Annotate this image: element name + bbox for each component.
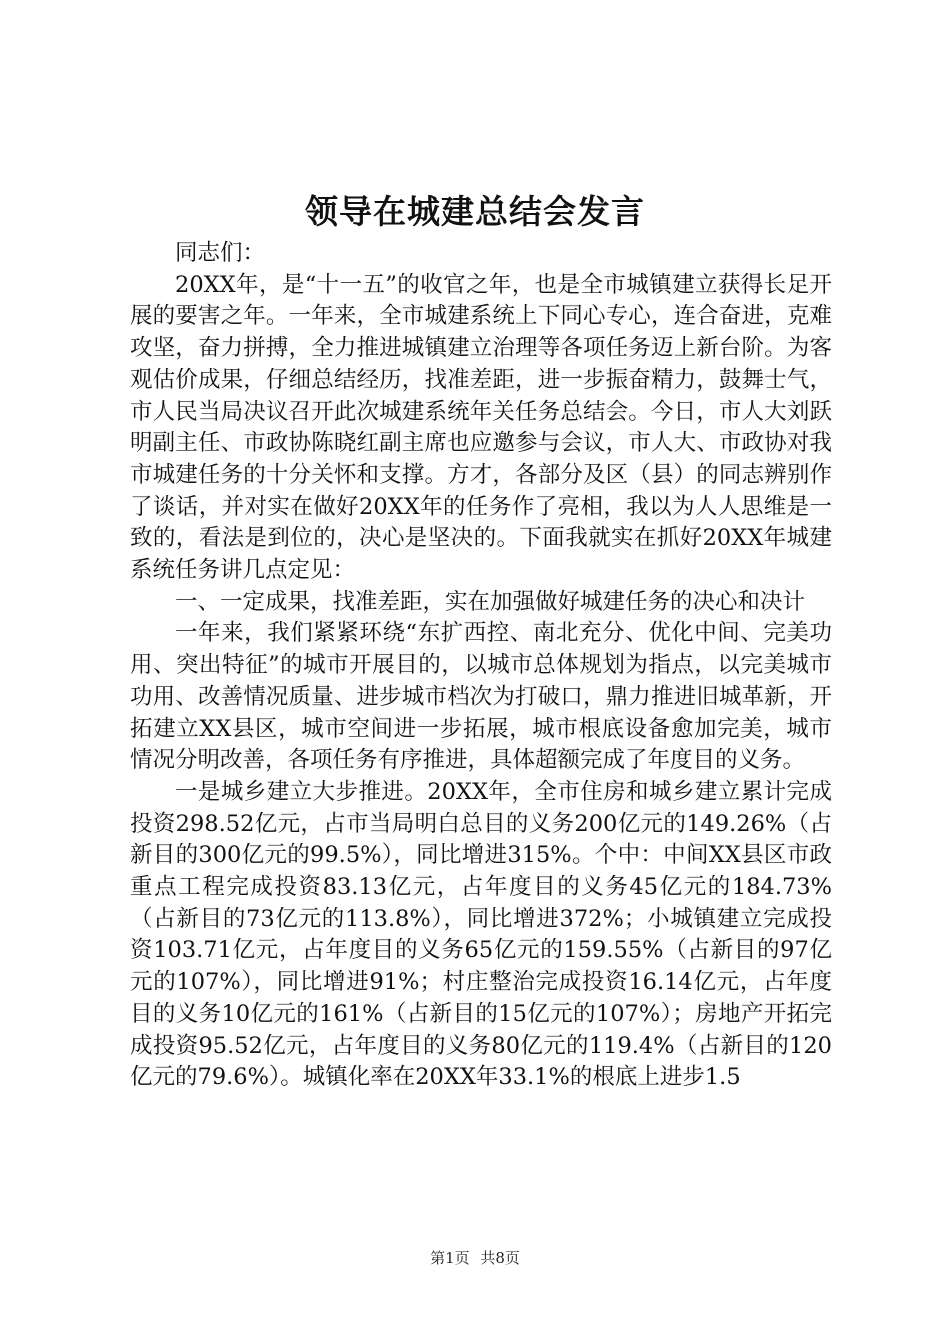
body-paragraph: 20XX年，是“十一五”的收官之年，也是全市城镇建立获得长足开展的要害之年。一年来，全市城建系统上下同心专心，连合奋进，克难攻坚，奋力拼搏，全力推进城镇建立治理等各项任务迈上新台阶。为客观估价成果，仔细总结经历，找准差距，进一步振奋精力，鼓舞士气，市人民当局决议召开此次城建系统年关任务总结会。今日，市人大刘跃明副主任、市政协陈晓红副主席也应邀参与会议，市人大、市政协对我市城建任务的十分关怀和支撑。方才，各部分及区（县）的同志辨别作了谈话，并对实在做好20XX年的任务作了亮相，我以为人人思维是一致的，看法是到位的，决心是坚决的。下面我就实在抓好20XX年城建系统任务讲几点定见： xyxy=(130,271,832,584)
document-title: 领导在城建总结会发言 xyxy=(305,192,645,231)
section-heading: 一、一定成果，找准差距，实在加强做好城建任务的决心和决计 xyxy=(175,588,806,615)
body-paragraph: 一年来，我们紧紧环绕“东扩西控、南北充分、优化中间、完美功用、突出特征”的城市开展目的，以城市总体规划为指点，以完美城市功用、改善情况质量、进步城市档次为打破口，鼎力推进旧城革新，开拓建立XX县区，城市空间进一步拓展，城市根底设备愈加完美，城市情况分明改善，各项任务有序推进，具体超额完成了年度目的义务。 xyxy=(130,620,832,774)
body-paragraph: 一是城乡建立大步推进。20XX年，全市住房和城乡建立累计完成投资298.52亿元，占市当局明白总目的义务200亿元的149.26%（占新目的300亿元的99.5%），同比增进315%。个中：中间XX县区市政重点工程完成投资83.13亿元，占年度目的义务45亿元的184.73%（占新目的73亿元的113.8%），同比增进372%；小城镇建立完成投资103.71亿元，占年度目的义务65亿元的159.55%（占新目的97亿元的107%），同比增进91%；村庄整治完成投资16.14亿元，占年度目的义务10亿元的161%（占新目的15亿元的107%）；房地产开拓完成投资95.52亿元，占年度目的义务80亿元的119.4%（占新目的120亿元的79.6%）。城镇化率在20XX年33.1%的根底上进步1.5 xyxy=(130,778,832,1091)
page-total: 共8页 xyxy=(480,1249,520,1267)
page-footer xyxy=(0,1247,950,1268)
salutation-paragraph: 同志们： xyxy=(175,240,266,266)
page-number: 第1页 xyxy=(430,1249,470,1267)
document-body xyxy=(130,238,832,1094)
